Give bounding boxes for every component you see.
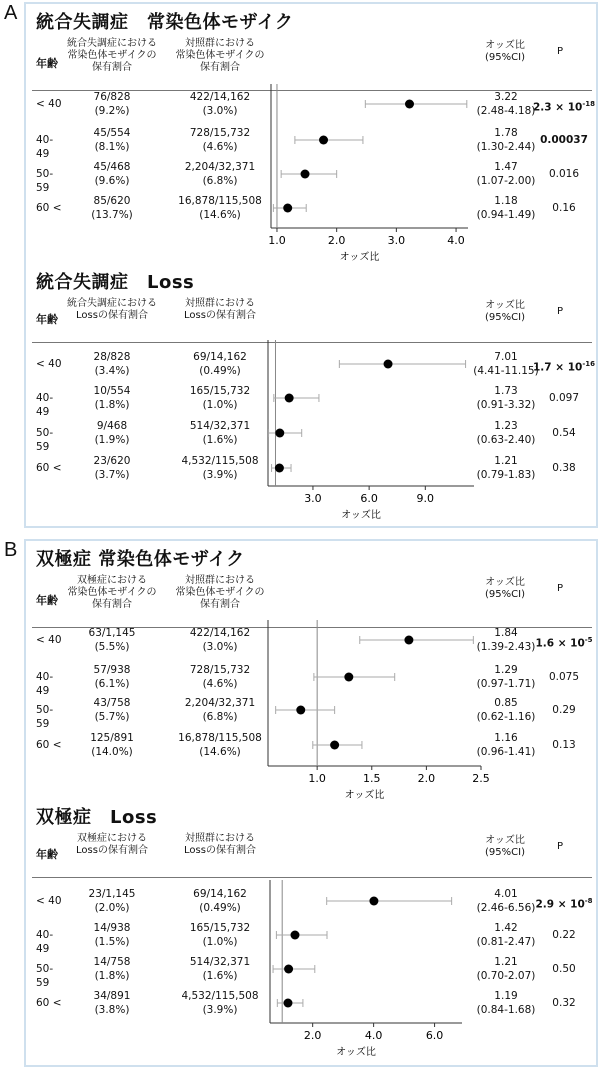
header-control-rate: 対照群における Lossの保有割合 [184,298,256,321]
header-case-rate: 統合失調症における 常染色体モザイクの 保有割合 [67,38,157,73]
header-case-rate: 双極症における Lossの保有割合 [76,833,148,856]
row-age: < 40 [36,634,62,646]
odds-ratio-point [369,897,378,906]
header-age: 年齢 [36,848,58,861]
panel-title: 双極症 Loss [36,807,158,828]
panel-title: 双極症 常染色体モザイク [36,549,245,570]
x-tick-label: 6.0 [360,492,378,505]
p-value-base: 0.16 [552,202,576,214]
row-odds-ratio: 1.23 (0.63-2.40) [476,420,536,446]
header-control-rate: 対照群における 常染色体モザイクの 保有割合 [175,38,265,73]
header-age: 年齢 [36,57,58,70]
row-case-rate: 28/828 (3.4%) [93,351,131,377]
x-tick-label: 2.0 [303,1029,322,1042]
odds-ratio-point [290,931,299,940]
x-axis-label: オッズ比 [344,790,385,801]
x-tick-label: 1.0 [308,772,326,785]
row-age: 50-59 [36,704,54,730]
header-odds-ratio: オッズ比 (95%CI) [485,40,525,63]
header-age: 年齢 [36,313,58,326]
row-age: 50-59 [36,168,54,194]
odds-ratio-point [284,965,293,974]
row-control-rate: 2,204/32,371 (6.8%) [184,161,256,187]
p-value-base: 0.13 [552,739,576,751]
row-case-rate: 23/1,145 (2.0%) [88,888,136,914]
p-value-exponent: -18 [582,100,595,108]
x-tick-label: 6.0 [425,1029,444,1042]
row-odds-ratio: 7.01 (4.41-11.15) [473,351,539,377]
header-p-value: P [556,46,564,57]
p-value-base: 0.016 [548,168,580,180]
row-age: 60 < [36,202,62,214]
row-control-rate: 514/32,371 (1.6%) [189,420,251,446]
p-value-base: 0.38 [552,462,576,474]
x-tick-label: 2.0 [327,234,346,247]
header-control-rate: 対照群における 常染色体モザイクの 保有割合 [175,575,265,610]
header-odds-ratio: オッズ比 (95%CI) [485,835,525,858]
p-value-exponent: -5 [584,636,593,644]
row-control-rate: 4,532/115,508 (3.9%) [181,990,259,1016]
row-odds-ratio: 1.16 (0.96-1.41) [476,732,536,758]
row-case-rate: 63/1,145 (5.5%) [88,627,136,653]
p-value-base: 0.075 [548,671,580,683]
x-axis-label: オッズ比 [336,1047,376,1058]
row-case-rate: 43/758 (5.7%) [93,697,131,723]
row-odds-ratio: 1.42 (0.81-2.47) [476,922,536,948]
row-age: 40-49 [36,134,54,160]
p-value-base: 1.6 × 10 [535,637,585,650]
x-tick-label: 1.5 [363,772,381,785]
row-control-rate: 165/15,732 (1.0%) [189,922,251,948]
x-tick-label: 2.0 [417,772,436,785]
row-control-rate: 422/14,162 (3.0%) [189,627,251,653]
row-odds-ratio: 0.85 (0.62-1.16) [476,697,536,723]
row-age: 60 < [36,462,62,474]
odds-ratio-point [283,999,292,1008]
section-letter-b: B [4,539,18,561]
row-age: 40-49 [36,929,54,955]
row-odds-ratio: 3.22 (2.48-4.18) [476,91,536,117]
header-control-rate: 対照群における Lossの保有割合 [184,833,256,856]
row-control-rate: 2,204/32,371 (6.8%) [184,697,256,723]
row-case-rate: 57/938 (6.1%) [93,664,131,690]
header-p-value: P [556,583,564,594]
x-tick-label: 2.5 [472,772,490,785]
row-control-rate: 165/15,732 (1.0%) [189,385,251,411]
row-case-rate: 85/620 (13.7%) [91,195,133,221]
x-tick-label: 9.0 [416,492,435,505]
x-tick-label: 3.0 [387,234,406,247]
p-value-exponent: -8 [584,897,593,905]
row-age: 40-49 [36,392,54,418]
row-age: 60 < [36,739,62,751]
p-value-base: 0.22 [552,929,576,941]
x-tick-label: 4.0 [447,234,465,247]
header-odds-ratio: オッズ比 (95%CI) [485,577,525,600]
header-odds-ratio: オッズ比 (95%CI) [485,300,525,323]
header-case-rate: 双極症における 常染色体モザイクの 保有割合 [67,575,157,610]
row-control-rate: 728/15,732 (4.6%) [189,664,251,690]
x-axis-label: オッズ比 [339,252,380,263]
row-case-rate: 10/554 (1.8%) [93,385,131,411]
row-case-rate: 45/468 (9.6%) [93,161,131,187]
p-value-exponent: -16 [582,360,595,368]
row-case-rate: 125/891 (14.0%) [90,732,134,758]
p-value-base: 0.29 [552,704,576,716]
row-control-rate: 16,878/115,508 (14.6%) [178,195,262,221]
row-age: 50-59 [36,427,54,453]
row-case-rate: 45/554 (8.1%) [93,127,131,153]
row-odds-ratio: 1.47 (1.07-2.00) [476,161,536,187]
row-odds-ratio: 4.01 (2.46-6.56) [476,888,536,914]
panel-title: 統合失調症 常染色体モザイク [36,12,294,33]
p-value-base: 0.097 [548,392,580,404]
header-case-rate: 統合失調症における Lossの保有割合 [67,298,157,321]
row-odds-ratio: 1.21 (0.70-2.07) [476,956,536,982]
p-value-base: 2.9 × 10 [535,898,585,911]
p-value-base: 0.50 [552,963,576,975]
header-p-value: P [556,306,564,317]
row-control-rate: 422/14,162 (3.0%) [189,91,251,117]
p-value-base: 0.00037 [540,134,588,146]
row-control-rate: 69/14,162 (0.49%) [193,888,247,914]
row-age: < 40 [36,895,62,907]
x-axis-label: オッズ比 [341,510,381,521]
row-control-rate: 16,878/115,508 (14.6%) [178,732,262,758]
row-control-rate: 514/32,371 (1.6%) [189,956,251,982]
p-value-base: 2.3 × 10 [533,101,583,114]
row-case-rate: 14/938 (1.5%) [93,922,131,948]
row-case-rate: 23/620 (3.7%) [93,455,131,481]
x-tick-label: 4.0 [364,1029,383,1042]
row-control-rate: 4,532/115,508 (3.9%) [181,455,259,481]
row-case-rate: 76/828 (9.2%) [93,91,131,117]
row-age: < 40 [36,98,62,110]
row-age: 60 < [36,997,62,1009]
row-age: 50-59 [36,963,54,989]
row-odds-ratio: 1.21 (0.79-1.83) [476,455,536,481]
row-age: 40-49 [36,671,54,697]
section-letter-a: A [4,2,18,24]
p-value-base: 1.7 × 10 [533,361,583,374]
row-odds-ratio: 1.78 (1.30-2.44) [476,127,536,153]
p-value-base: 0.32 [552,997,576,1009]
row-case-rate: 34/891 (3.8%) [93,990,131,1016]
p-value-base: 0.54 [552,427,576,439]
row-odds-ratio: 1.19 (0.84-1.68) [476,990,536,1016]
row-age: < 40 [36,358,62,370]
header-age: 年齢 [36,594,58,607]
row-control-rate: 69/14,162 (0.49%) [193,351,247,377]
header-p-value: P [556,841,564,852]
x-tick-label: 1.0 [268,234,286,247]
row-odds-ratio: 1.73 (0.91-3.32) [476,385,536,411]
panel-title: 統合失調症 Loss [36,272,195,293]
row-odds-ratio: 1.84 (1.39-2.43) [476,627,536,653]
row-case-rate: 14/758 (1.8%) [93,956,131,982]
row-odds-ratio: 1.18 (0.94-1.49) [476,195,536,221]
row-case-rate: 9/468 (1.9%) [94,420,130,446]
x-tick-label: 3.0 [304,492,322,505]
row-odds-ratio: 1.29 (0.97-1.71) [476,664,536,690]
row-control-rate: 728/15,732 (4.6%) [189,127,251,153]
